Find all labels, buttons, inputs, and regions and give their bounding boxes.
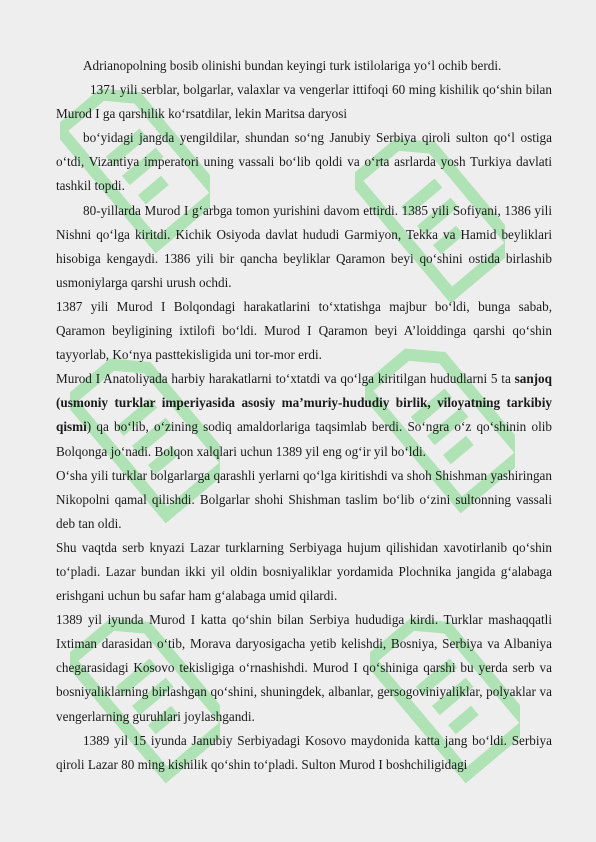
paragraph-9: 1389 yil iyunda Murod I katta qo‘shin bilan Serbiya hududiga kirdi. Turklar mashaqqatli Ixtiman darasidan o‘tib, Morava daryosigacha yetib kelishdi, Bosniya, Serbiya va Albaniya chegarasidagi Kosovo tekisligiga o‘rnashishdi. Murod I qo‘shiniga qarshi bu yerda serb va bosniyaliklarning birlashgan qo‘shini, shuningdek, albanlar, gersogoviniyaliklar, polyaklar va vengerlarning guruhlari joylashgandi.: [56, 612, 552, 724]
paragraph-6-start: Murod I Anatoliyada harbiy harakatlarni to‘xtatdi va qo‘lga kiritilgan hududlarni 5 ta: [56, 371, 515, 387]
paragraph-10: 1389 yil 15 iyunda Janubiy Serbiyadagi Kosovo maydonida katta jang bo‘ldi. Serbiya qiroli Lazar 80 ming kishilik qo‘shin to‘pladi. Sulton Murod I boshchiligidagi: [56, 732, 552, 772]
paragraph-1: Adrianopolning bosib olinishi bundan keyingi turk istilolariga yo‘l ochib berdi.: [83, 58, 502, 73]
paragraph-3: bo‘yidagi jangda yengildilar, shundan so‘ng Janubiy Serbiya qiroli sulton qo‘l ostiga o‘tdi, Vizantiya imperatori uning vassali bo‘lib qoldi va o‘rta asrlarda yosh Turkiya davlati tashkil topdi.: [56, 130, 552, 194]
paragraph-5: 1387 yili Murod I Bolqondagi harakatlarini to‘xtatishga majbur bo‘ldi, bunga sabab, Qaramon beyligining ixtilofi bo‘ldi. Murod I Qaramon beyi A’loiddinga qarshi qo‘shin tayyorlab, Ko‘nya pasttekisligida uni tor-mor erdi.: [56, 298, 552, 363]
paragraph-4: 80-yillarda Murod I g‘arbga tomon yurishini davom ettirdi. 1385 yili Sofiyani, 1386 yili Nishni qo‘lga kiritdi. Kichik Osiyoda davlat hududi Garmiyon, Tekka va Hamid beyliklari hisobiga kengaydi. 1386 yili bir qancha beyliklar Qaramon beyi qo‘shini ostida birlashib usmoniylarga qarshi urush ochdi.: [56, 202, 552, 290]
paragraph-6-end: ) qa bo‘lib, o‘zining sodiq amaldorlariga taqsimlab berdi. So‘ngra o‘z qo‘shinin olib Bolqonga jo‘nadi. Bolqon xalqlari uchun 1389 yil eng og‘ir yil bo‘ldi.: [56, 419, 552, 459]
paragraph-8: Shu vaqtda serb knyazi Lazar turklarning Serbiyaga hujum qilishidan xavotirlanib qo‘shin to‘pladi. Lazar bundan ikki yil oldin bosniyaliklar yordamida Plochnika jangida g‘alabaga erishgani uchun bu safar ham g‘alabaga umid qilardi.: [56, 539, 552, 604]
paragraph-6: [56, 367, 552, 463]
paragraph-2: 1371 yili serblar, bolgarlar, valaxlar va vengerlar ittifoqi 60 ming kishilik qo‘shin bilan Murod I ga qarshilik ko‘rsatdilar, lekin Maritsa daryosi: [56, 82, 552, 122]
paragraph-7: O‘sha yili turklar bolgarlarga qarashli yerlarni qo‘lga kiritishdi va shoh Shishman yashiringan Nikopolni qamal qilishdi. Bolgarlar shohi Shishman taslim bo‘lib o‘zini sultonning vassali deb tan oldi.: [56, 467, 552, 531]
body-text: [56, 54, 552, 777]
sanjoq-definition: sanjoq (usmoniy turklar imperiyasida asosiy ma’muriy-hududiy birlik, viloyatning tarkibiy qismi: [56, 371, 552, 435]
